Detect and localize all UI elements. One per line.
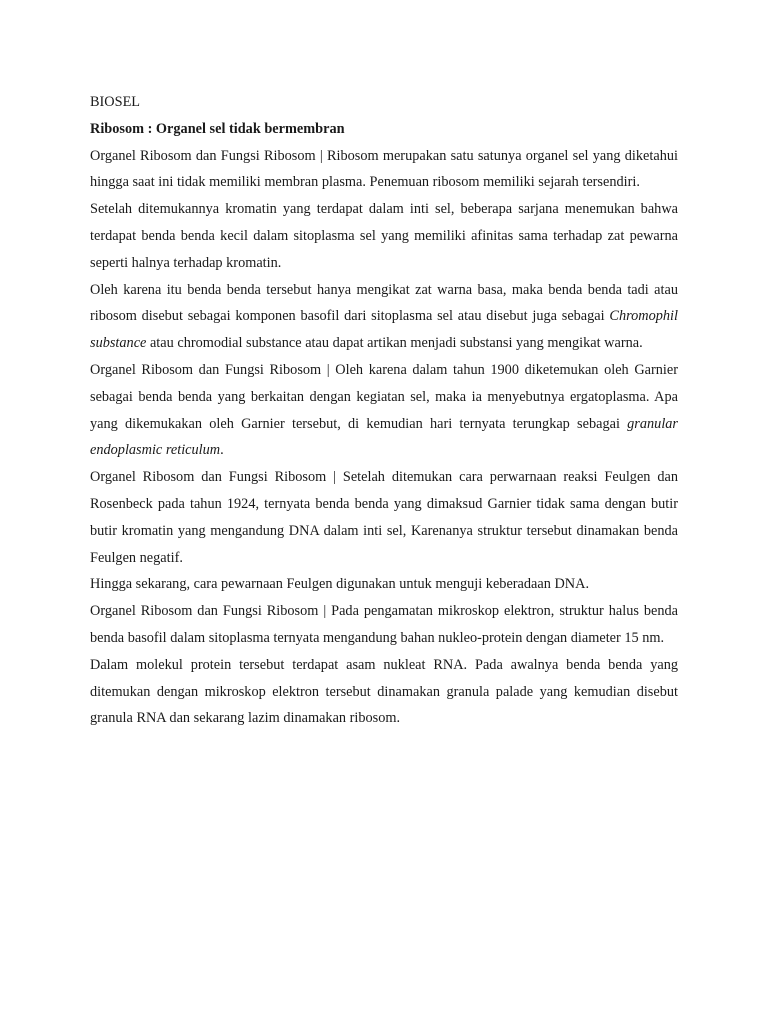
paragraph-7: Organel Ribosom dan Fungsi Ribosom | Pada pengamatan mikroskop elektron, struktur halus benda benda basofil dalam sitoplasma ternyata mengandung bahan nukleo-protein dengan diameter 15 nm.	[90, 603, 678, 646]
paragraph-4-italic-term: granular endoplasmic reticulum	[90, 415, 678, 459]
paragraph-5: Organel Ribosom dan Fungsi Ribosom | Setelah ditemukan cara perwarnaan reaksi Feulgen dan Rosenbeck pada tahun 1924, ternyata benda benda yang dimaksud Garnier tidak sama dengan butir butir kromatin yang mengandung DNA dalam inti sel, Karenanya struktur tersebut dinamakan benda Feulgen negatif.	[90, 469, 678, 566]
document-page	[90, 89, 678, 732]
paragraph-6: Hingga sekarang, cara pewarnaan Feulgen digunakan untuk menguji keberadaan DNA.	[90, 576, 590, 593]
paragraph-2: Setelah ditemukannya kromatin yang terdapat dalam inti sel, beberapa sarjana menemukan bahwa terdapat benda benda kecil dalam sitoplasma sel yang memiliki afinitas sama terhadap zat pewarna seperti halnya terhadap kromatin.	[90, 201, 678, 271]
paragraph-3-text-b: atau chromodial substance atau dapat artikan menjadi substansi yang mengikat warna.	[146, 335, 643, 352]
paragraph-4	[90, 357, 678, 464]
paragraph-8: Dalam molekul protein tersebut terdapat asam nukleat RNA. Pada awalnya benda benda yang ditemukan dengan mikroskop elektron tersebut dinamakan granula palade yang kemudian disebut granula RNA dan sekarang lazim dinamakan ribosom.	[90, 656, 678, 727]
paragraph-3-italic-term: Chromophil substance	[90, 308, 678, 352]
paragraph-4-text-b: .	[220, 442, 224, 459]
document-heading: Ribosom : Organel sel tidak bermembran	[90, 120, 345, 137]
paragraph-3	[90, 277, 678, 357]
paragraph-3-text-a: Oleh karena itu benda benda tersebut hanya mengikat zat warna basa, maka benda benda tadi atau ribosom disebut sebagai komponen basofil dari sitoplasma sel atau disebut juga sebagai	[90, 281, 678, 325]
paragraph-4-text-a: Organel Ribosom dan Fungsi Ribosom | Oleh karena dalam tahun 1900 diketemukan oleh Garnier sebagai benda benda yang berkaitan dengan kegiatan sel, maka ia menyebutnya ergatoplasma. Apa yang dikemukakan oleh Garnier tersebut, di kemudian hari ternyata terungkap sebagai	[90, 361, 678, 432]
paragraph-1: Organel Ribosom dan Fungsi Ribosom | Ribosom merupakan satu satunya organel sel yang diketahui hingga saat ini tidak memiliki membran plasma. Penemuan ribosom memiliki sejarah tersendiri.	[90, 147, 678, 191]
document-label: BIOSEL	[90, 94, 141, 110]
